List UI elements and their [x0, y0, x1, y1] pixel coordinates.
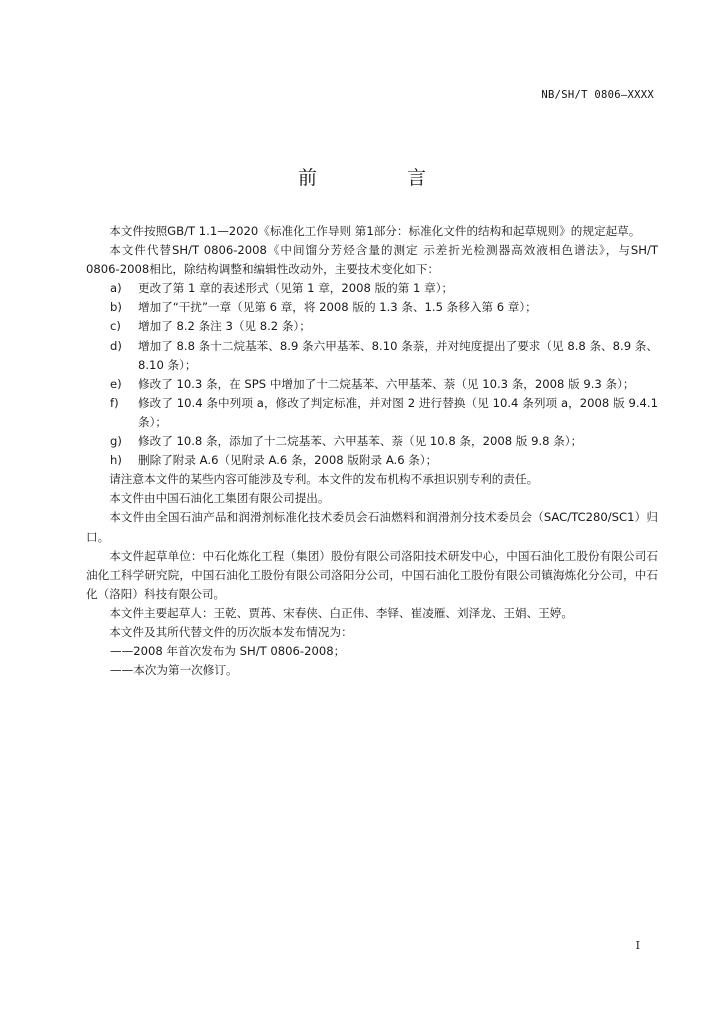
list-item-text: 更改了第 1 章的表述形式（见第 1 章，2008 版的第 1 章）； — [138, 281, 454, 296]
list-item-text: 增加了 8.2 条注 3（见 8.2 条）； — [138, 319, 311, 334]
list-item-text: 修改了 10.3 条，在 SPS 中增加了十二烷基苯、六甲基苯、萘（见 10.3 条，2008 版 9.3 条）； — [138, 376, 635, 391]
history-item: ——本次为第一次修订。 — [110, 663, 238, 678]
list-item-text: 修改了 10.4 条中列项 a，修改了判定标准，并对图 2 进行替换（见 10.4 条列项 a，2008 版 9.4.1 条）； — [138, 395, 658, 429]
paragraph-proposed-by: 本文件由中国石油化工集团有限公司提出。 — [109, 491, 330, 506]
page-number: I — [635, 939, 640, 952]
paragraph-patent-notice: 请注意本文件的某些内容可能涉及专利。本文件的发布机构不承担识别专利的责任。 — [109, 472, 539, 487]
paragraph-technical-committee: 本文件由全国石油产品和润滑剂标准化技术委员会石油燃料和润滑剂分技术委员会（SAC/TC280/SC1）归口。 — [86, 510, 658, 544]
foreword-body — [86, 222, 658, 680]
list-item — [86, 279, 658, 298]
list-item — [86, 375, 658, 394]
list-item-label: h) — [110, 453, 122, 468]
list-item — [86, 298, 658, 317]
paragraph-drafters: 本文件主要起草人：王乾、贾苒、宋春侠、白正伟、李铎、崔凌雁、刘泽龙、王娟、王婷。 — [109, 605, 573, 620]
list-item-label: d) — [110, 338, 122, 353]
paragraph-replaces: 本文件代替SH/T 0806-2008《中间馏分芳烃含量的测定 示差折光检测器高效液相色谱法》，与SH/T 0806-2008相比，除结构调整和编辑性改动外，主要技术变化如下： — [86, 243, 658, 277]
list-item-label: a) — [110, 281, 122, 296]
list-item-text: 删除了附录 A.6（见附录 A.6 条，2008 版附录 A.6 条）； — [138, 453, 438, 468]
paragraph-history-intro: 本文件及其所代替文件的历次版本发布情况为： — [109, 624, 353, 639]
list-item — [86, 317, 658, 336]
list-item — [86, 432, 658, 451]
list-item-text: 修改了 10.8 条，添加了十二烷基苯、六甲基苯、萘（见 10.8 条，2008 版 9.8 条）； — [138, 434, 583, 449]
list-item — [86, 451, 658, 470]
list-item — [86, 337, 658, 375]
list-item-text: 增加了 8.8 条十二烷基苯、8.9 条六甲基苯、8.10 条萘，并对纯度提出了要求（见 8.8 条、8.9 条、8.10 条）； — [138, 338, 658, 372]
paragraph-drafting-organizations: 本文件起草单位：中石化炼化工程（集团）股份有限公司洛阳技术研发中心，中国石油化工股份有限公司石油化工科学研究院，中国石油化工股份有限公司洛阳分公司，中国石油化工股份有限公司镇海炼化分公司，中石化（洛阳）科技有限公司。 — [86, 548, 658, 601]
paragraph-drafting-rules: 本文件按照GB/T 1.1—2020《标准化工作导则 第1部分：标准化文件的结构和起草规则》的规定起草。 — [109, 224, 641, 238]
list-item-label: f) — [110, 395, 119, 410]
list-item-label: b) — [110, 300, 122, 315]
history-item: ——2008 年首次发布为 SH/T 0806-2008； — [110, 644, 346, 659]
list-item-label: c) — [110, 319, 121, 334]
section-title: 前 言 — [297, 167, 469, 189]
document-number: NB/SH/T 0806—XXXX — [541, 89, 654, 101]
list-item-label: e) — [110, 376, 122, 391]
list-item — [86, 394, 658, 432]
list-item-label: g) — [110, 434, 122, 449]
list-item-text: 增加了“干扰”一章（见第 6 章，将 2008 版的 1.3 条、1.5 条移入第 6 章）； — [138, 300, 537, 315]
